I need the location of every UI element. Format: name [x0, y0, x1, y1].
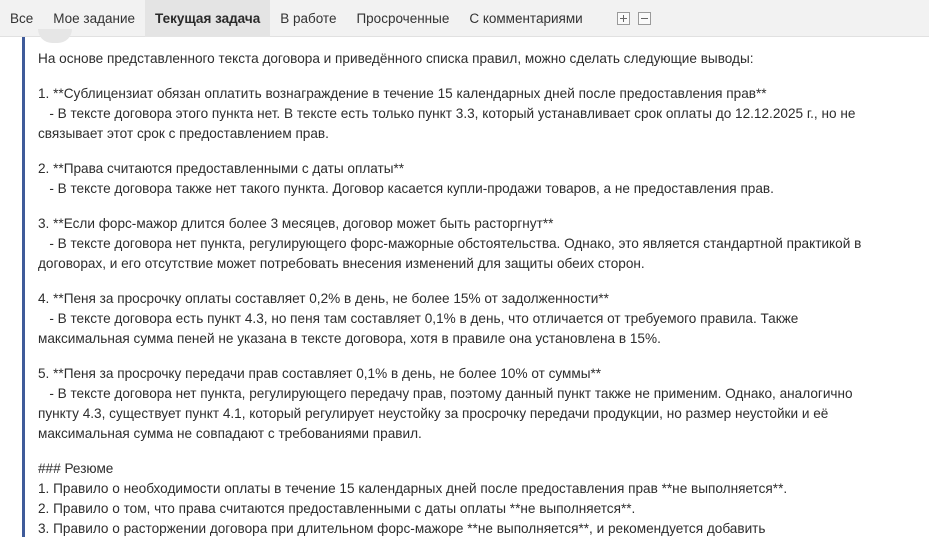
- item-line: договорах, и его отсутствие может потребовать внесения изменений для защиты обеих сторон.: [38, 256, 645, 271]
- tab-my-task[interactable]: Мое задание: [53, 10, 136, 26]
- item-line: - В тексте договора также нет такого пункта. Договор касается купли-продажи товаров, а не предоставления прав.: [38, 181, 774, 196]
- item-line: - В тексте договора этого пункта нет. В тексте есть только пункт 3.3, который устанавливает срок оплаты до 12.12.2025 г., но не: [38, 106, 856, 121]
- tab-in-progress[interactable]: В работе: [280, 10, 337, 26]
- item-line: максимальная сумма пеней не указана в тексте договора, хотя в правиле она установлена в 15%.: [38, 331, 661, 346]
- item-line: - В тексте договора нет пункта, регулирующего передачу прав, поэтому данный пункт также не применим. Однако, аналогично: [38, 386, 853, 401]
- tab-current-task[interactable]: Текущая задача: [145, 0, 270, 37]
- minus-square-icon[interactable]: [638, 12, 651, 25]
- intro-text: На основе представленного текста договора и приведённого списка правил, можно сделать следующие выводы:: [38, 51, 754, 66]
- tab-overdue[interactable]: Просроченные: [356, 10, 450, 26]
- item-heading: 4. **Пеня за просрочку оплаты составляет 0,2% в день, не более 15% от задолженности**: [38, 291, 609, 306]
- item-heading: 3. **Если форс-мажор длится более 3 месяцев, договор может быть расторгнут**: [38, 216, 554, 231]
- item-line: максимальная сумма не совпадают с требованиями правил.: [38, 426, 422, 441]
- item-line: пункту 4.3, существует пункт 4.1, который регулирует неустойку за просрочку передачи продукции, но размер неустойки и её: [38, 406, 829, 421]
- message-body: [22, 37, 929, 537]
- summary-line: 2. Правило о том, что права считаются предоставленными с даты оплаты **не выполняется**.: [38, 501, 636, 516]
- plus-square-icon[interactable]: [617, 12, 630, 25]
- item-heading: 5. **Пеня за просрочку передачи прав составляет 0,1% в день, не более 10% от суммы**: [38, 366, 602, 381]
- summary-line: 3. Правило о расторжении договора при длительном форс-мажоре **не выполняется**, и рекомендуется добавить: [38, 521, 766, 536]
- tab-with-comments[interactable]: С комментариями: [469, 10, 583, 26]
- tab-all[interactable]: Все: [10, 10, 34, 26]
- item-line: связывает этот срок с предоставлением прав.: [38, 126, 329, 141]
- summary-line: 1. Правило о необходимости оплаты в течение 15 календарных дней после предоставления прав **не выполняется**.: [38, 481, 788, 496]
- item-heading: 2. **Права считаются предоставленными с даты оплаты**: [38, 161, 405, 176]
- filter-tab-bar: [0, 0, 929, 37]
- item-line: - В тексте договора есть пункт 4.3, но пеня там составляет 0,1% в день, что отличается от требуемого правила. Также: [38, 311, 799, 326]
- item-heading: 1. **Сублицензиат обязан оплатить вознаграждение в течение 15 календарных дней после предоставления прав**: [38, 86, 767, 101]
- summary-heading: ### Резюме: [38, 461, 114, 476]
- item-line: - В тексте договора нет пункта, регулирующего форс-мажорные обстоятельства. Однако, это является стандартной практикой в: [38, 236, 862, 251]
